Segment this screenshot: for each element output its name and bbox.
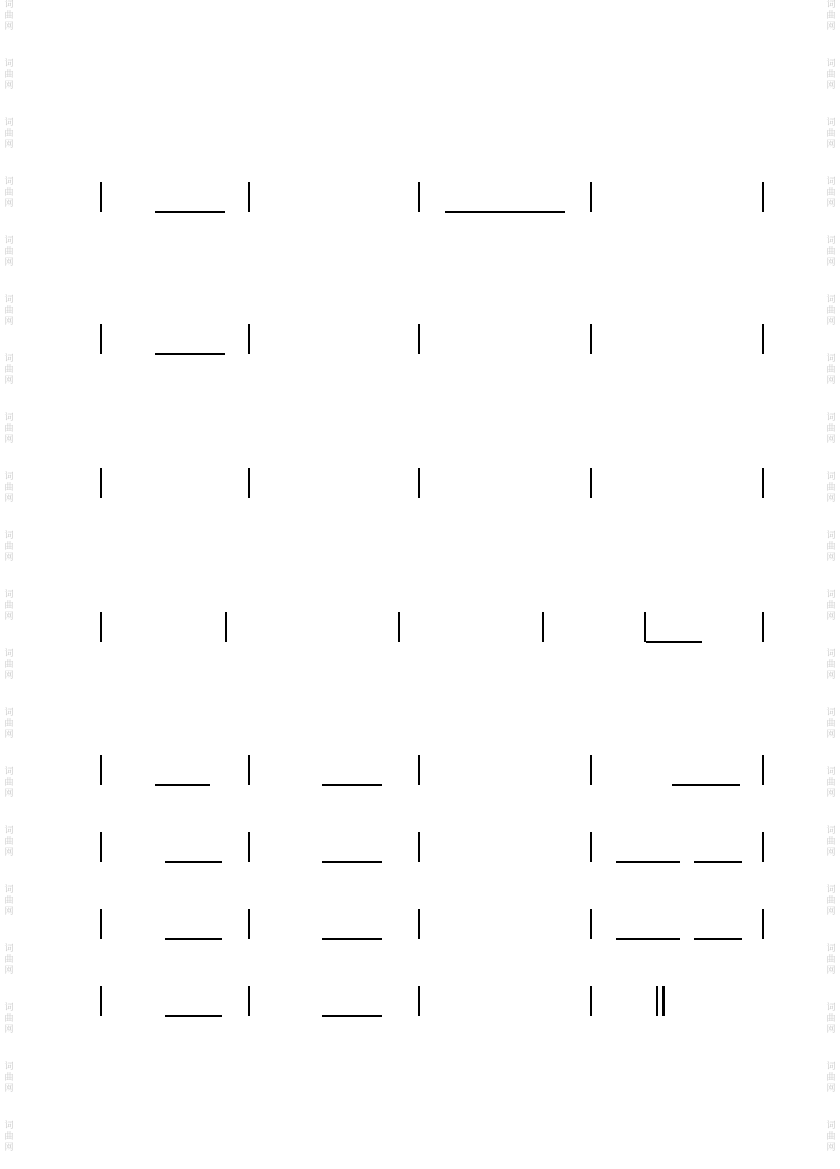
watermark-char: 网 xyxy=(826,81,836,91)
barline xyxy=(590,755,592,785)
barline xyxy=(100,182,102,212)
watermark-char: 词 xyxy=(826,0,836,10)
watermark-char: 词 xyxy=(826,59,836,69)
watermark-char: 词 xyxy=(4,649,14,659)
watermark-char: 网 xyxy=(4,1025,14,1035)
watermark-char: 网 xyxy=(826,1025,836,1035)
watermark-char: 网 xyxy=(826,730,836,740)
watermark-char: 曲 xyxy=(826,1014,836,1024)
barline xyxy=(100,832,102,862)
watermark-char: 网 xyxy=(826,907,836,917)
watermark-char: 网 xyxy=(826,1143,836,1153)
watermark-char: 曲 xyxy=(826,306,836,316)
watermark-char: 网 xyxy=(826,848,836,858)
barline xyxy=(762,612,764,642)
watermark-char: 曲 xyxy=(826,11,836,21)
beam xyxy=(322,938,382,940)
barline xyxy=(590,832,592,862)
watermark-char: 网 xyxy=(4,376,14,386)
watermark-char: 曲 xyxy=(4,601,14,611)
watermark-char: 网 xyxy=(826,966,836,976)
watermark-char: 词 xyxy=(826,944,836,954)
beam xyxy=(155,784,210,786)
barline xyxy=(590,468,592,498)
barline xyxy=(762,755,764,785)
watermark-char: 曲 xyxy=(4,247,14,257)
watermark-char: 曲 xyxy=(826,896,836,906)
watermark-char: 网 xyxy=(826,789,836,799)
watermark-char: 词 xyxy=(4,767,14,777)
watermark-char: 曲 xyxy=(4,70,14,80)
watermark-char: 词 xyxy=(4,59,14,69)
barline xyxy=(762,832,764,862)
barline xyxy=(418,909,420,939)
watermark-char: 曲 xyxy=(826,778,836,788)
watermark-char: 曲 xyxy=(4,955,14,965)
barline xyxy=(590,324,592,354)
beam xyxy=(155,211,225,213)
beam xyxy=(165,861,222,863)
watermark-char: 词 xyxy=(4,826,14,836)
barline xyxy=(100,909,102,939)
watermark-char: 词 xyxy=(826,1062,836,1072)
watermark-char: 词 xyxy=(826,1003,836,1013)
watermark-char: 曲 xyxy=(4,660,14,670)
watermark-char: 曲 xyxy=(4,1132,14,1142)
watermark-char: 词 xyxy=(826,177,836,187)
watermark-char: 词 xyxy=(4,590,14,600)
barline xyxy=(100,986,102,1016)
watermark-char: 曲 xyxy=(826,837,836,847)
barline xyxy=(644,612,646,642)
watermark-char: 网 xyxy=(4,671,14,681)
watermark-char: 曲 xyxy=(826,129,836,139)
barline xyxy=(590,986,592,1016)
beam xyxy=(646,641,702,643)
watermark-char: 曲 xyxy=(4,129,14,139)
watermark-char: 曲 xyxy=(4,896,14,906)
watermark-char: 词 xyxy=(4,472,14,482)
watermark-char: 网 xyxy=(826,317,836,327)
watermark-char: 词 xyxy=(4,1003,14,1013)
watermark-char: 曲 xyxy=(826,70,836,80)
barline xyxy=(762,182,764,212)
watermark-char: 曲 xyxy=(826,1132,836,1142)
watermark-char: 网 xyxy=(4,966,14,976)
watermark-char: 网 xyxy=(826,1084,836,1094)
watermark-char: 网 xyxy=(4,553,14,563)
watermark-char: 网 xyxy=(826,494,836,504)
beam xyxy=(322,861,382,863)
watermark-char: 网 xyxy=(4,435,14,445)
left-watermark-strip xyxy=(2,0,16,1169)
watermark-char: 曲 xyxy=(826,365,836,375)
watermark-char: 词 xyxy=(826,531,836,541)
beam xyxy=(616,938,680,940)
watermark-char: 曲 xyxy=(4,1014,14,1024)
watermark-char: 词 xyxy=(826,708,836,718)
watermark-char: 曲 xyxy=(4,1073,14,1083)
barline xyxy=(100,755,102,785)
watermark-char: 网 xyxy=(4,199,14,209)
watermark-char: 曲 xyxy=(826,719,836,729)
beam xyxy=(322,784,382,786)
barline xyxy=(418,324,420,354)
watermark-char: 词 xyxy=(4,177,14,187)
watermark-char: 词 xyxy=(4,885,14,895)
beam xyxy=(694,861,742,863)
barline xyxy=(418,182,420,212)
watermark-char: 曲 xyxy=(826,542,836,552)
watermark-char: 词 xyxy=(4,1062,14,1072)
barline xyxy=(248,909,250,939)
watermark-char: 网 xyxy=(4,494,14,504)
watermark-char: 网 xyxy=(826,22,836,32)
watermark-char: 网 xyxy=(4,258,14,268)
watermark-char: 网 xyxy=(4,1143,14,1153)
beam xyxy=(694,938,742,940)
watermark-char: 词 xyxy=(826,295,836,305)
watermark-char: 词 xyxy=(826,472,836,482)
watermark-char: 词 xyxy=(826,826,836,836)
watermark-char: 网 xyxy=(4,1084,14,1094)
watermark-char: 词 xyxy=(4,531,14,541)
beam xyxy=(322,1015,382,1017)
barline xyxy=(418,832,420,862)
watermark-char: 曲 xyxy=(4,719,14,729)
watermark-char: 词 xyxy=(826,885,836,895)
barline xyxy=(418,986,420,1016)
barline xyxy=(225,612,227,642)
watermark-char: 曲 xyxy=(826,483,836,493)
barline xyxy=(418,755,420,785)
watermark-char: 网 xyxy=(4,789,14,799)
beam xyxy=(165,938,222,940)
barline xyxy=(248,832,250,862)
watermark-char: 网 xyxy=(826,435,836,445)
barline xyxy=(248,986,250,1016)
barline xyxy=(590,909,592,939)
watermark-char: 网 xyxy=(826,199,836,209)
watermark-char: 词 xyxy=(826,413,836,423)
barline xyxy=(762,909,764,939)
watermark-char: 网 xyxy=(4,848,14,858)
beam xyxy=(165,1015,222,1017)
watermark-char: 网 xyxy=(4,730,14,740)
watermark-char: 曲 xyxy=(4,424,14,434)
watermark-char: 曲 xyxy=(4,306,14,316)
barline xyxy=(542,612,544,642)
watermark-char: 词 xyxy=(826,1121,836,1131)
barline xyxy=(100,324,102,354)
watermark-char: 网 xyxy=(826,376,836,386)
right-watermark-strip xyxy=(824,0,838,1169)
watermark-char: 词 xyxy=(4,1121,14,1131)
barline xyxy=(398,612,400,642)
watermark-char: 曲 xyxy=(4,11,14,21)
watermark-char: 曲 xyxy=(4,483,14,493)
watermark-char: 网 xyxy=(4,317,14,327)
final-barline xyxy=(656,986,658,1016)
watermark-char: 词 xyxy=(826,354,836,364)
barline xyxy=(248,468,250,498)
beam xyxy=(155,353,225,355)
watermark-char: 曲 xyxy=(4,188,14,198)
barline xyxy=(248,755,250,785)
barline xyxy=(762,324,764,354)
barline xyxy=(248,182,250,212)
final-barline-thick xyxy=(662,986,665,1016)
watermark-char: 词 xyxy=(826,767,836,777)
watermark-char: 曲 xyxy=(826,660,836,670)
watermark-char: 网 xyxy=(826,140,836,150)
barline xyxy=(100,468,102,498)
watermark-char: 网 xyxy=(4,22,14,32)
watermark-char: 网 xyxy=(4,907,14,917)
watermark-char: 曲 xyxy=(4,778,14,788)
watermark-char: 网 xyxy=(826,671,836,681)
barline xyxy=(100,612,102,642)
watermark-char: 词 xyxy=(4,0,14,10)
watermark-char: 词 xyxy=(826,649,836,659)
watermark-char: 曲 xyxy=(4,365,14,375)
watermark-char: 词 xyxy=(4,413,14,423)
watermark-char: 词 xyxy=(4,118,14,128)
watermark-char: 词 xyxy=(4,236,14,246)
barline xyxy=(762,468,764,498)
watermark-char: 曲 xyxy=(826,1073,836,1083)
watermark-char: 词 xyxy=(4,708,14,718)
beam xyxy=(672,784,740,786)
barline xyxy=(418,468,420,498)
watermark-char: 网 xyxy=(4,140,14,150)
watermark-char: 网 xyxy=(826,612,836,622)
watermark-char: 词 xyxy=(826,118,836,128)
watermark-char: 曲 xyxy=(826,188,836,198)
watermark-char: 词 xyxy=(4,295,14,305)
watermark-char: 网 xyxy=(826,258,836,268)
watermark-char: 网 xyxy=(826,553,836,563)
watermark-char: 网 xyxy=(4,612,14,622)
watermark-char: 词 xyxy=(826,590,836,600)
watermark-char: 曲 xyxy=(826,955,836,965)
watermark-char: 曲 xyxy=(826,247,836,257)
watermark-char: 曲 xyxy=(4,542,14,552)
watermark-char: 曲 xyxy=(826,424,836,434)
watermark-char: 网 xyxy=(4,81,14,91)
barline xyxy=(590,182,592,212)
watermark-char: 词 xyxy=(4,354,14,364)
beam xyxy=(616,861,680,863)
watermark-char: 词 xyxy=(826,236,836,246)
watermark-char: 曲 xyxy=(826,601,836,611)
watermark-char: 曲 xyxy=(4,837,14,847)
barline xyxy=(248,324,250,354)
beam xyxy=(445,211,565,213)
watermark-char: 词 xyxy=(4,944,14,954)
